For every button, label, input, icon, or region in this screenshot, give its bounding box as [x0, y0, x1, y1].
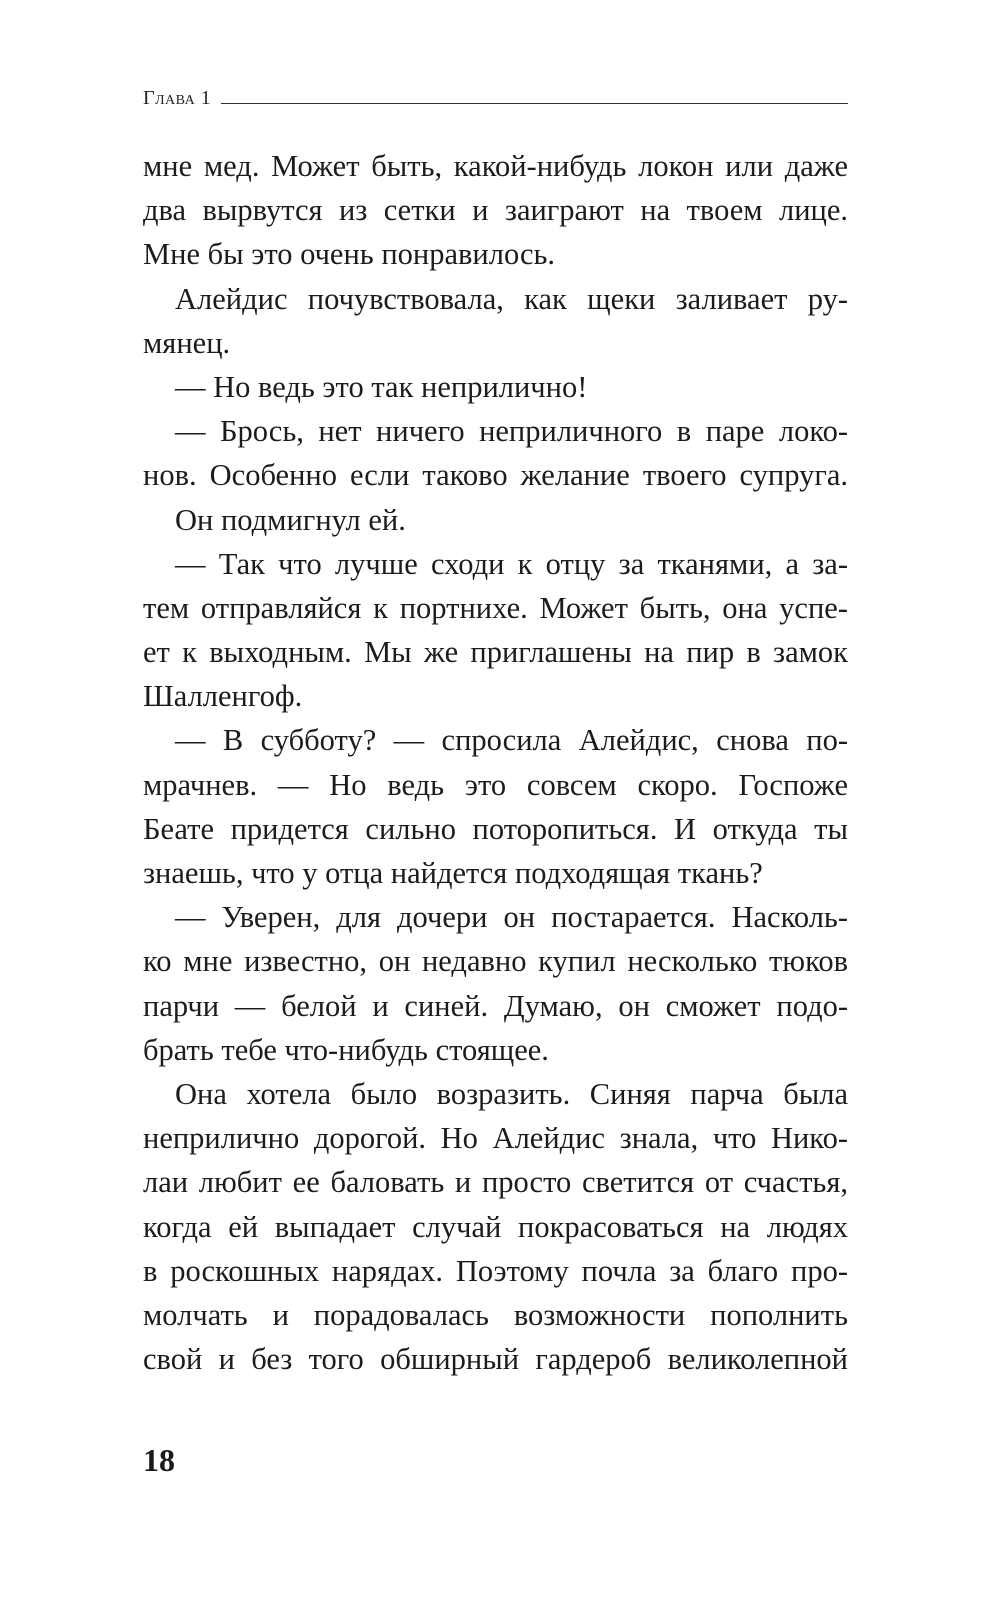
text-line: нов. Особенно если таково желание твоего супруга. [143, 458, 848, 493]
header-rule [221, 103, 848, 104]
text-line: брать тебе что-нибудь стоящее. [143, 1032, 549, 1067]
text-line: Алейдис почувствовала, как щеки заливает ру- [175, 281, 848, 316]
text-line: два вырвутся из сетки и заиграют на твоем лице. [143, 193, 848, 228]
text-line: лаи любит ее баловать и просто светится от счастья, [143, 1165, 848, 1200]
text-line: — Уверен, для дочери он постарается. Насколь- [175, 900, 848, 935]
text-line: свой и без того обширный гардероб великолепной [143, 1342, 848, 1377]
text-line: — В субботу? — спросила Алейдис, снова по- [175, 723, 848, 758]
text-line: — Так что лучше сходи к отцу за тканями, а за- [175, 546, 848, 581]
text-line: — Но ведь это так неприлично! [175, 369, 588, 404]
text-line: неприлично дорогой. Но Алейдис знала, что Нико- [143, 1121, 848, 1156]
text-line: Беате придется сильно поторопиться. И откуда ты [143, 811, 848, 846]
text-line: мне мед. Может быть, какой-нибудь локон или даже [143, 149, 848, 183]
text-line: знаешь, что у отца найдется подходящая ткань? [143, 856, 763, 890]
text-line: тем отправляйся к портнихе. Может быть, она успе- [143, 590, 848, 625]
text-line: Он подмигнул ей. [175, 502, 406, 537]
text-line: когда ей выпадает случай покрасоваться на людях [143, 1209, 848, 1244]
text-line: мянец. [143, 325, 231, 360]
text-line: мрачнев. — Но ведь это совсем скоро. Госпоже [143, 767, 848, 802]
text-line: Мне бы это очень понравилось. [143, 237, 556, 272]
text-line: молчать и порадовалась возможности пополнить [143, 1297, 848, 1332]
body-text [143, 144, 848, 1381]
text-line: Шалленгоф. [143, 679, 303, 714]
running-header [143, 84, 848, 108]
text-line: Она хотела было возразить. Синяя парча была [175, 1076, 848, 1111]
text-line: парчи — белой и синей. Думаю, он сможет подо- [143, 988, 848, 1023]
text-line: — Брось, нет ничего неприличного в паре локо- [175, 414, 848, 449]
text-line: ет к выходным. Мы же приглашены на пир в замок [143, 635, 848, 670]
text-line: ко мне известно, он недавно купил несколько тюков [143, 944, 848, 979]
text-line: в роскошных нарядах. Поэтому почла за благо про- [143, 1253, 848, 1288]
chapter-title: Глава 1 [143, 87, 212, 109]
page-number: 18 [143, 1442, 175, 1478]
